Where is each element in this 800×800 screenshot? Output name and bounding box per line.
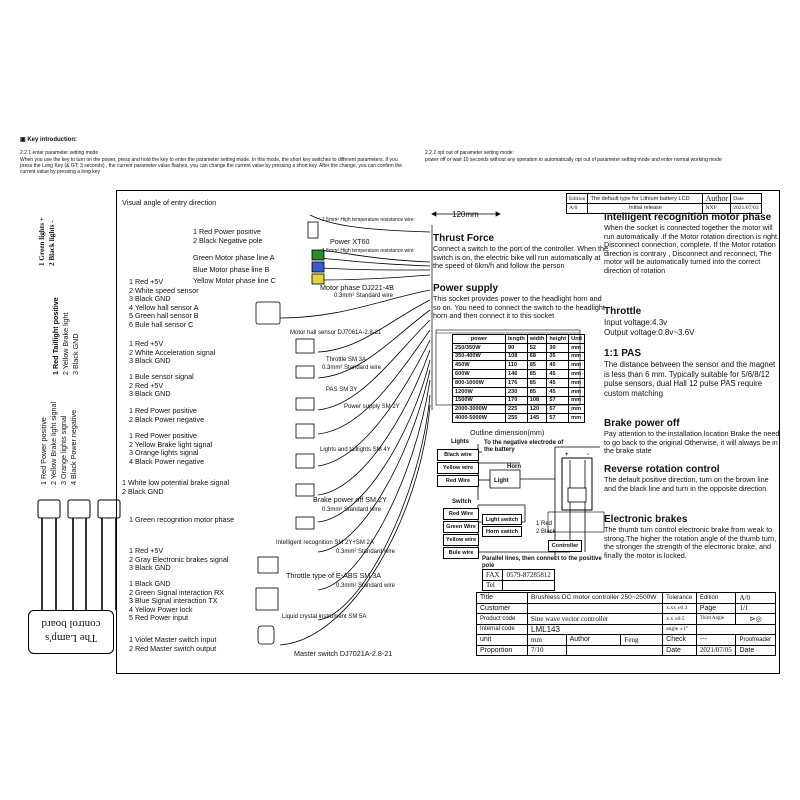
- dim-120: 120mm: [452, 210, 479, 219]
- edition-value: A/0: [736, 593, 776, 604]
- table-cell: mm: [569, 352, 585, 361]
- wire-label: 1 Bule sensor signal: [129, 372, 194, 381]
- reverse-text: The default positive direction, turn on the brown line and the black line and turn in the opposite direction: [604, 475, 769, 493]
- lcd-connector-label: Liquid crystal instrument SM 5A: [282, 614, 367, 620]
- rev-date-value: 2021/07/03: [731, 204, 761, 214]
- table-cell: 225: [506, 405, 528, 414]
- wire-label: 3 Black GND: [129, 356, 171, 365]
- wire-label: 1 Red Power positive: [193, 227, 261, 236]
- table-cell: 1500W: [453, 396, 506, 405]
- table-cell: 350-400W: [453, 352, 506, 361]
- wire-label: Yellow Motor phase line C: [193, 276, 276, 285]
- intelligent-title: Intelligent recognition motor phase: [604, 212, 772, 223]
- wire-label: 2 Black Power negative: [129, 414, 205, 424]
- date-label: Date: [663, 645, 697, 656]
- table-cell: 57: [547, 396, 569, 405]
- right-paragraph: power off or wait 10 seconds without any operation to automatically opt out of parameter setting mode and enter normal working mode: [425, 157, 722, 163]
- table-cell: 90: [506, 343, 528, 352]
- plus-sign: +: [565, 452, 569, 458]
- table-cell: 57: [547, 414, 569, 423]
- std-wire-3: 0.3mm² Standard wire: [322, 507, 382, 513]
- side-taillight-3: 3 Black GND: [71, 333, 80, 375]
- wire-label: 2 Gray Electronic brakes signal: [129, 554, 229, 564]
- throttle-output: Output voltage:0.8v~3.6V: [604, 328, 695, 337]
- angle-tol: angle ±1°: [663, 624, 697, 635]
- lights-connector-label: Lights and taillights SM 4Y: [320, 447, 391, 453]
- table-cell: 35: [547, 352, 569, 361]
- motor-phase-label: Motor phase DJ221-4B: [320, 283, 394, 292]
- title-label: Title: [477, 593, 528, 604]
- wire-label: Green Motor phase line A: [193, 253, 275, 262]
- light-switch-box: Light switch: [482, 514, 522, 525]
- visual-angle-label: Visual angle of entry direction: [122, 198, 217, 207]
- motor-hall-label: Motor hall sensor DJ7061A-2.8-21: [290, 330, 382, 336]
- side-lamp-4: 4 Black Power negative: [69, 409, 78, 485]
- internal-code-value: LML143: [528, 624, 663, 635]
- wire-label: 2 White Acceleration signal: [129, 347, 216, 357]
- table-cell: 45: [547, 378, 569, 387]
- fax-value: 0579-87285812: [503, 570, 554, 581]
- power-xt60-label: Power XT60: [330, 237, 370, 246]
- red-black-2: 2 Black: [536, 529, 556, 535]
- wire-label: 3 Black GND: [129, 563, 171, 572]
- std-wire-1: 0.3mm² Standard wire: [334, 293, 394, 299]
- wire-top-label: 1.5mm² High temperature resistance wire: [322, 217, 414, 223]
- std-wire-5: 0.3mm² Standard wire: [336, 583, 396, 589]
- wire-label: 1 Red +5V: [129, 546, 164, 555]
- table-cell: 255: [506, 414, 528, 423]
- wire-label: 3 Orange lights signal: [129, 448, 199, 457]
- table-cell: mm: [569, 343, 585, 352]
- master-connector-label: Master switch DJ7021A-2.8-21: [294, 649, 393, 658]
- side-lamp-3: 3 Orange lights signal: [59, 415, 68, 485]
- table-cell: 176: [506, 378, 528, 387]
- throttle-connector-label: Throttle SM 3A: [326, 357, 367, 363]
- table-cell: 52: [527, 343, 547, 352]
- table-cell: 1200W: [453, 387, 506, 396]
- wire-label: 3 Black GND: [129, 389, 171, 398]
- wire-label: 1 Green recognition motor phase: [129, 515, 235, 524]
- wire-label: 6 Bule hall sensor C: [129, 319, 194, 329]
- edition-label: Edition: [696, 593, 736, 604]
- table-header: height: [547, 335, 569, 344]
- ebrakes-title: Electronic brakes: [604, 514, 688, 525]
- projection-icon: ⊳◎: [736, 614, 776, 625]
- table-cell: mm: [569, 361, 585, 370]
- table-cell: 250/350W: [453, 343, 506, 352]
- fax-label: FAX: [483, 570, 503, 581]
- table-cell: 85: [527, 370, 547, 379]
- wire-label: 1 Red +5V: [129, 339, 164, 348]
- third-angle: Third Angle: [696, 614, 736, 625]
- table-cell: 170: [506, 396, 528, 405]
- minus-sign: -: [587, 452, 589, 458]
- wire-label: 3 Black GND: [129, 294, 171, 303]
- to-negative-label: To the negative electrode of the battery: [484, 440, 564, 453]
- table-cell: 45: [547, 370, 569, 379]
- switch-green-wire: Green Wire: [443, 521, 479, 533]
- wire-label: 5 Green hall sensor B: [129, 311, 199, 320]
- author-value: Feng: [621, 635, 663, 646]
- table-cell: 30: [547, 343, 569, 352]
- rev-date-label: Date: [731, 194, 761, 204]
- wire-label: 2 Green Signal interaction RX: [129, 587, 225, 597]
- intelligent-text: When the socket is connected together the motor will run automatically .If the Motor rotation direction is right. Disconnect connection, complete. If the Motor rotation direction is contrary , Disconnect and reconnect, The motor will be automatically turned into the correct direction of rotation: [604, 223, 779, 275]
- wire-label: 2 White speed sensor: [129, 285, 199, 295]
- rev-author-value: NXF: [703, 204, 731, 214]
- tolerance-label: Tolerance: [663, 593, 697, 604]
- wire-label: 2 Black Negative pole: [193, 235, 263, 245]
- power-supply-text: This socket provides power to the headlight horn and so on. You need to connect the switch to the headlight horn and then connect it to this socket: [433, 294, 605, 321]
- table-cell: 600W: [453, 370, 506, 379]
- thrust-title: Thrust Force: [433, 233, 495, 244]
- table-header: power: [453, 335, 506, 344]
- pas-connector-label: PAS SM 3Y: [326, 387, 358, 393]
- table-cell: 45: [547, 361, 569, 370]
- rev-author-label: Author: [703, 194, 731, 204]
- table-cell: 85: [527, 378, 547, 387]
- thrust-text: Connect a switch to the port of the controller. When the switch is on, the electric bike will run automatically at the speed of 6km/h and follow the person: [433, 244, 608, 271]
- rev-desc-value: Initial release: [588, 204, 703, 214]
- proportion-value: 7/10: [528, 645, 567, 656]
- horn-label: Horn: [507, 464, 521, 470]
- side-green-lights: 1 Green lights +: [38, 217, 46, 266]
- table-cell: 108: [506, 352, 528, 361]
- table-cell: mm: [569, 405, 585, 414]
- wire-label: 3 Blue Signal interaction TX: [129, 596, 218, 605]
- ebrakes-text: The thumb turn control electronic brake from weak to strong.The higher the rotation angle of the thumb turn, the stronger the strength of the electronic brake, and finally the motor is locked.: [604, 525, 777, 560]
- wire-label: 4 Yellow Power lock: [129, 604, 193, 614]
- red-black-1: 1 Red: [536, 521, 553, 527]
- wire-label: 2 Red Master switch output: [129, 643, 217, 653]
- table-cell: 85: [527, 361, 547, 370]
- wire-label: 2 Red +5V: [129, 380, 164, 390]
- table-cell: mm: [569, 370, 585, 379]
- page-value: 1/1: [736, 603, 776, 614]
- check-label: Check: [663, 635, 697, 646]
- tel-label: Tel: [483, 580, 503, 591]
- table-cell: 45: [547, 387, 569, 396]
- wire-label: 2 Yellow Brake light signal: [129, 439, 213, 449]
- table-cell: mm: [569, 378, 585, 387]
- title-block: [476, 569, 555, 591]
- table-cell: 2000-3000W: [453, 405, 506, 414]
- proofreader-label: Proofreader: [736, 635, 776, 646]
- eabs-connector-label: Throttle type of E-ABS SM 3A: [286, 571, 382, 580]
- pas-title: 1:1 PAS: [604, 348, 642, 359]
- unit-label: unit: [477, 635, 528, 646]
- brake-title: Brake power off: [604, 418, 680, 429]
- switch-red-wire: Red Wire: [443, 508, 479, 520]
- wire-label: 2 Black GND: [122, 486, 164, 496]
- tol-1: x.xx ±0.3: [663, 603, 697, 614]
- throttle-title: Throttle: [604, 306, 642, 317]
- lights-yellow-wire: Yellow wire: [437, 462, 479, 474]
- table-cell: 120: [527, 405, 547, 414]
- table-header: length: [506, 335, 528, 344]
- switch-yellow-wire: Yellow wire: [443, 534, 479, 546]
- product-code-label: Product code: [477, 614, 528, 625]
- wire-label: 1 Red +5V: [129, 277, 164, 286]
- wire-label: 5 Red Power input: [129, 613, 189, 622]
- table-header: Unit: [569, 335, 585, 344]
- date-value: 2021/07/05: [696, 645, 736, 656]
- title-value: Brushless DC motor controller 250~2500W: [528, 593, 663, 604]
- wire-label: 1 Red Power positive: [129, 406, 197, 415]
- table-cell: 110: [506, 361, 528, 370]
- side-taillight-2: 2 Yellow Brake light: [61, 312, 70, 375]
- lamp-board-label: The Lamp's control board: [41, 618, 101, 644]
- box-icon: ▣: [20, 137, 26, 143]
- lights-title: Lights: [451, 439, 469, 445]
- table-header: width: [527, 335, 547, 344]
- table-cell: 68: [527, 352, 547, 361]
- internal-code-label: Internal code: [477, 624, 528, 635]
- table-cell: 4000-5000W: [453, 414, 506, 423]
- proportion-label: Proportion: [477, 645, 528, 656]
- wire-label: 4 Black Power negative: [129, 456, 205, 466]
- side-lamp-2: 2 Yellow Brake light signal: [49, 401, 58, 485]
- outline-dimension-label: Outline dimension(mm): [470, 428, 545, 437]
- left-paragraph: When you use the key to turn on the power, press and hold the key to enter the parameter setting mode. In this mode, the short key switches to different parameters. If you press the Long Key (& GT; 3 seconds) , the current parameter value flashes, you can change the current value by pressing a short key. After the change, you can confirm the current value by pressing a long key: [20, 157, 403, 175]
- customer-label: Customer: [477, 603, 528, 614]
- side-taillight-1: 1 Red Taillight positive: [51, 297, 60, 375]
- rev-edition-label: Edition: [567, 194, 588, 204]
- reverse-title: Reverse rotation control: [604, 464, 720, 475]
- lights-red-wire: Red Wire: [437, 475, 479, 487]
- wire-label: 1 Black GND: [129, 579, 171, 588]
- light-label: Light: [494, 478, 509, 484]
- key-intro-title: ▣ Key introduction:: [20, 137, 78, 143]
- parallel-label: Parallel lines, then connect to the positive pole: [482, 556, 602, 569]
- table-cell: mm: [569, 414, 585, 423]
- page-label: Page: [696, 603, 736, 614]
- wire-label: 1 Violet Master switch input: [129, 635, 217, 644]
- lights-black-wire: Black wire: [437, 449, 479, 461]
- recognition-connector-label: Intelligent recognition SM 2Y+SM 2A: [276, 540, 374, 546]
- supply-connector-label: Power supply SM 2Y: [344, 404, 400, 410]
- std-wire-4: 0.3mm² Standard wire: [336, 549, 396, 555]
- product-code-value: Sine wave vector controller: [528, 614, 663, 625]
- switch-blue-wire: Bule wire: [443, 547, 479, 559]
- author-label: Author: [566, 635, 621, 646]
- pas-text: The distance between the sensor and the magnet is less than 6 mm. Typically suitable for 5/6/8/12 pulse sensors, dual Hall 12 pulse PAS require custom matching: [604, 360, 776, 398]
- side-black-lights: 2 Black lights -: [48, 220, 56, 266]
- wire-label: Blue Motor phase line B: [193, 264, 270, 274]
- table-cell: mm: [569, 387, 585, 396]
- wire-label: 4 Yellow hall sensor A: [129, 302, 199, 312]
- controller-box: Controller: [548, 540, 582, 552]
- table-cell: 800-1000W: [453, 378, 506, 387]
- title-block-main: [476, 592, 776, 656]
- power-supply-title: Power supply: [433, 283, 499, 294]
- table-cell: 108: [527, 396, 547, 405]
- check-value: ---: [696, 635, 736, 646]
- left-heading: 2.2.1 enter parameter setting mode: [20, 150, 99, 156]
- table-cell: 145: [527, 414, 547, 423]
- table-cell: 450W: [453, 361, 506, 370]
- brake-text: Pay attention to the installation location Brake the need to go back to the original Otherwise, it will always be in the brake state: [604, 429, 780, 456]
- brake-connector-label: Brake power off SM 2Y: [313, 495, 387, 504]
- tol-2: x.x ±0.5: [663, 614, 697, 625]
- wire-mid-label: 1.5mm² High temperature resistance wire: [322, 248, 414, 254]
- table-cell: 230: [506, 387, 528, 396]
- horn-switch-box: Horn switch: [482, 526, 522, 537]
- wire-label: 1 Red Power positive: [129, 431, 197, 440]
- table-cell: 146: [506, 370, 528, 379]
- std-wire-2: 0.3mm² Standard wire: [322, 365, 382, 371]
- rev-desc-label: The default type for Lithium battery LCD: [588, 194, 703, 204]
- wire-label: 1 White low potential brake signal: [122, 478, 230, 487]
- side-lamp-1: 1 Red Power positive: [39, 417, 48, 485]
- table-cell: 57: [547, 405, 569, 414]
- unit-value: mm: [528, 635, 567, 646]
- throttle-input: Input voltage:4.3v: [604, 318, 668, 327]
- right-heading: 2.2.2 opt out of parameter setting mode:: [425, 150, 514, 156]
- date2-label: Date: [736, 645, 776, 656]
- table-cell: mm: [569, 396, 585, 405]
- rev-edition-value: A/0: [567, 204, 588, 214]
- table-cell: 85: [527, 387, 547, 396]
- switch-title: Switch: [452, 499, 472, 505]
